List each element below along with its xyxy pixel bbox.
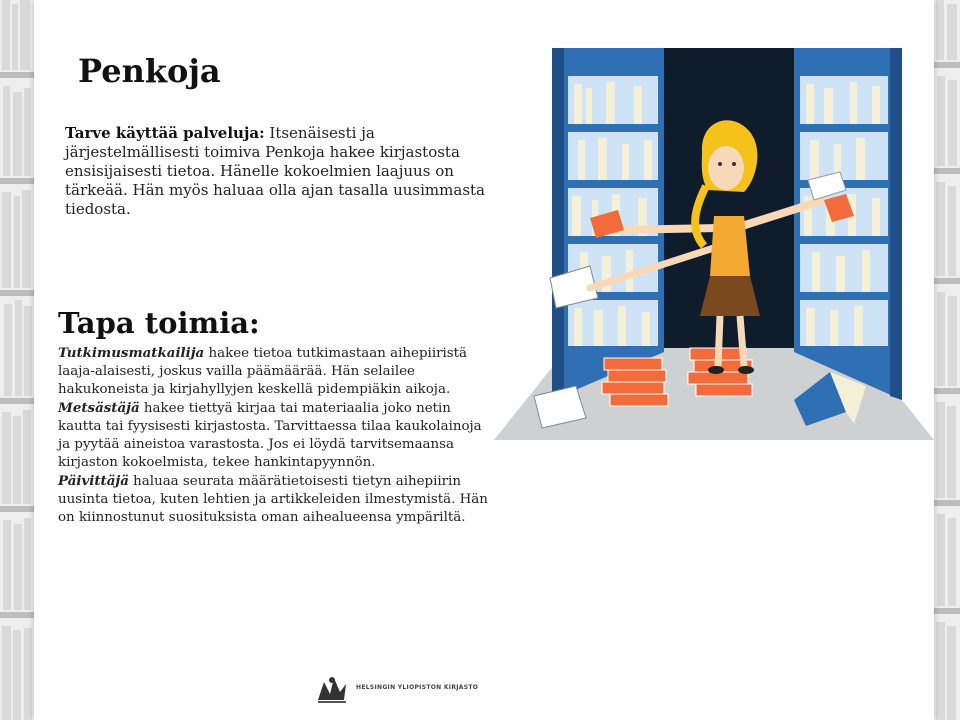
university-library-logo — [314, 672, 514, 708]
library-illustration — [494, 40, 934, 450]
paragraph-hunter-text: hakee tiettyä kirjaa tai materiaalia joko netin kautta tai fyysisesti kirjastosta. Tarvittaessa tilaa kaukolainoja ja pyytää aineistoa varastosta. Jos ei löydä tarvitsemaansa kirjaston kokoelmista, tekee hankintapyynnön. — [58, 401, 482, 470]
paragraph-updater — [58, 472, 498, 527]
intro-body: Itsenäisesti ja järjestelmällisesti toimiva Penkoja hakee kirjastosta ensisijaisesti tietoa. Hänelle kokoelmien laajuus on tärkeää. Hän myös haluaa olla ajan tasalla uusimmasta tiedosta. — [65, 124, 485, 218]
paragraph-updater-text: haluaa seurata määrätietoisesti tietyn aihepiirin uusinta tietoa, kuten lehtien ja artikkeleiden ilmestymistä. Hän on kiinnostunut suosituksista oman aihealueensa ympäriltä. — [58, 474, 488, 525]
slide — [34, 0, 934, 720]
right-bookshelf — [794, 48, 902, 400]
paragraph-explorer — [58, 344, 498, 399]
paragraph-hunter — [58, 399, 498, 472]
background-bookshelf-left — [0, 0, 34, 720]
term-hunter: Metsästäjä — [58, 400, 140, 416]
behaviour-list — [58, 344, 498, 527]
intro-text — [65, 124, 485, 219]
term-updater: Päivittäjä — [58, 473, 129, 489]
slide-title: Penkoja — [78, 52, 221, 90]
logo-text: HELSINGIN YLIOPISTON KIRJASTO — [356, 684, 479, 691]
logo-emblem-icon — [314, 672, 350, 706]
term-explorer: Tutkimusmatkailija — [58, 345, 205, 361]
paragraph-explorer-text: hakee tietoa tutkimastaan aihepiiristä laaja-alaisesti, joskus vailla päämäärää. Hän selailee hakukoneista ja kirjahyllyjen keskellä pidempiäkin aikoja. — [58, 346, 468, 397]
background-bookshelf-right — [934, 0, 960, 720]
section-heading: Tapa toimia: — [58, 306, 260, 340]
intro-label: Tarve käyttää palveluja: — [65, 124, 265, 142]
